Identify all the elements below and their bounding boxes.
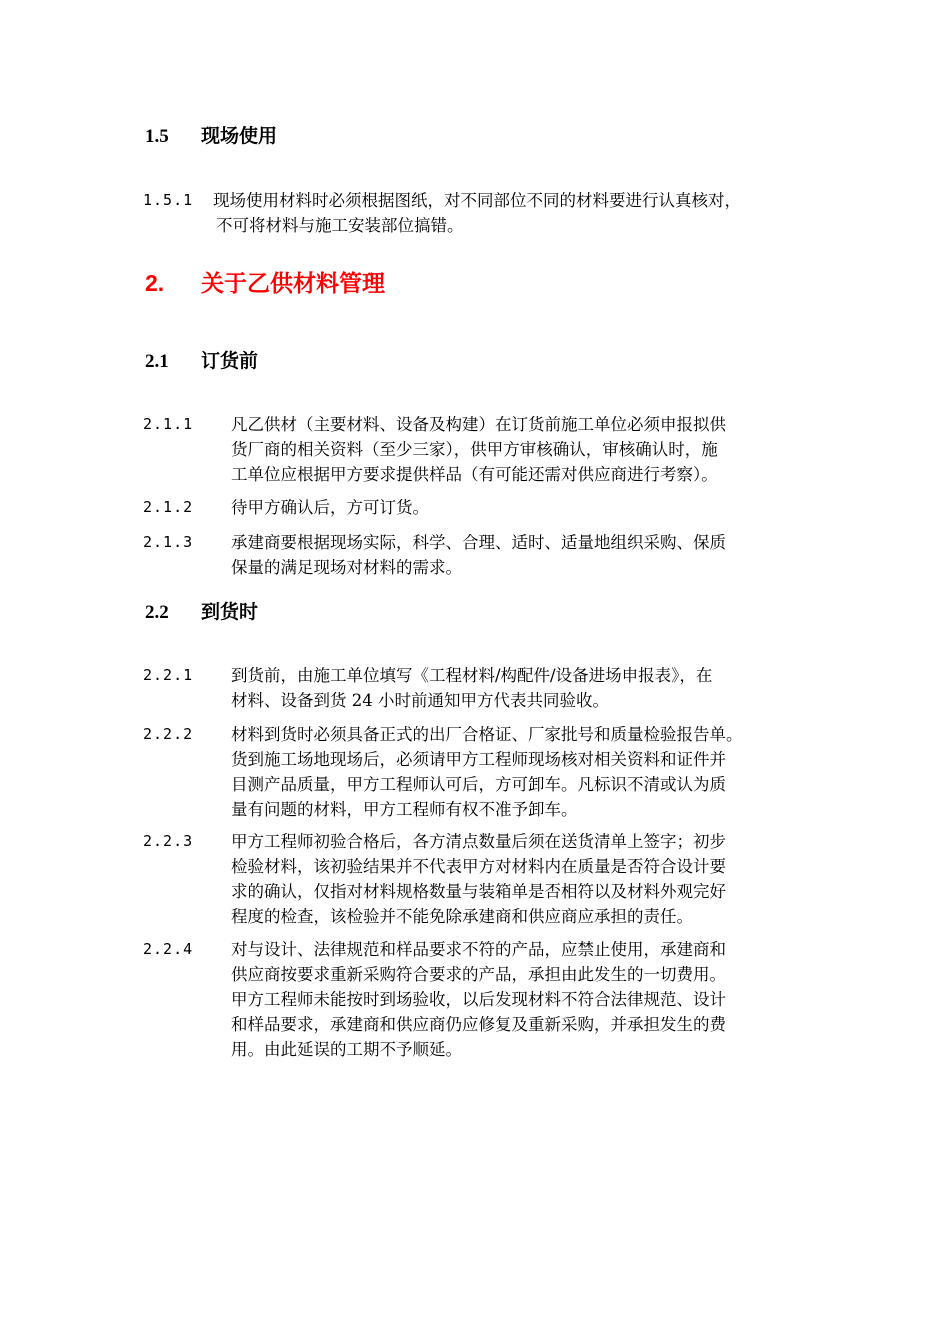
item-line: 到货前，由施工单位填写《工程材料/构配件/设备进场申报表》，在 xyxy=(231,666,713,685)
heading-title: 现场使用 xyxy=(201,125,278,147)
item-text xyxy=(231,412,811,487)
item-line: 甲方工程师初验合格后，各方清点数量后须在送货清单上签字；初步 xyxy=(231,832,726,851)
item-line: 程度的检查，该检验并不能免除承建商和供应商应承担的责任。 xyxy=(231,907,693,926)
item-line: 货到施工场地现场后，必须请甲方工程师现场核对相关资料和证件并 xyxy=(231,750,726,769)
item-text xyxy=(231,722,811,822)
item-number: 2.1.1 xyxy=(143,415,194,433)
item-number: 2.2.1 xyxy=(143,666,194,684)
item-line: 目测产品质量，甲方工程师认可后，方可卸车。凡标识不清或认为质 xyxy=(231,775,726,794)
item-text xyxy=(231,530,811,580)
item-text xyxy=(231,937,811,1062)
item-number: 2.2.3 xyxy=(143,832,194,850)
item-line: 甲方工程师未能按时到场验收，以后发现材料不符合法律规范、设计 xyxy=(231,990,726,1009)
heading-number: 2.1 xyxy=(145,351,169,372)
heading-number: 2.2 xyxy=(145,602,169,623)
item-line: 凡乙供材（主要材料、设备及构建）在订货前施工单位必须申报拟供 xyxy=(231,415,726,434)
heading-title: 关于乙供材料管理 xyxy=(201,271,385,297)
item-line: 现场使用材料时必须根据图纸，对不同部位不同的材料要进行认真核对， xyxy=(213,191,741,210)
heading-2-2 xyxy=(145,600,258,625)
item-number: 2.1.3 xyxy=(143,533,194,551)
item-line: 保量的满足现场对材料的需求。 xyxy=(231,558,462,577)
item-text xyxy=(231,495,811,520)
item-line: 检验材料，该初验结果并不代表甲方对材料内在质量是否符合设计要 xyxy=(231,857,726,876)
item-number: 2.2.4 xyxy=(143,940,194,958)
heading-title: 订货前 xyxy=(201,350,259,372)
item-number: 2.1.2 xyxy=(143,498,194,516)
item-line: 材料到货时必须具备正式的出厂合格证、厂家批号和质量检验报告单。 xyxy=(231,725,743,744)
item-line: 供应商按要求重新采购符合要求的产品，承担由此发生的一切费用。 xyxy=(231,965,726,984)
item-number: 2.2.2 xyxy=(143,725,194,743)
heading-1-5 xyxy=(145,124,277,149)
item-line: 不可将材料与施工安装部位搞错。 xyxy=(216,216,464,235)
heading-2-1 xyxy=(145,349,258,374)
heading-number: 2. xyxy=(145,270,165,296)
heading-title: 到货时 xyxy=(201,601,259,623)
item-line: 工单位应根据甲方要求提供样品（有可能还需对供应商进行考察）。 xyxy=(231,465,718,484)
item-line: 对与设计、法律规范和样品要求不符的产品，应禁止使用，承建商和 xyxy=(231,940,726,959)
item-text xyxy=(231,663,811,713)
item-line: 和样品要求，承建商和供应商仍应修复及重新采购，并承担发生的费 xyxy=(231,1015,726,1034)
item-line: 材料、设备到货 24 小时前通知甲方代表共同验收。 xyxy=(231,691,609,710)
heading-number: 1.5 xyxy=(145,126,169,147)
item-line: 承建商要根据现场实际，科学、合理、适时、适量地组织采购、保质 xyxy=(231,533,726,552)
item-line: 待甲方确认后，方可订货。 xyxy=(231,498,429,517)
item-line: 货厂商的相关资料（至少三家），供甲方审核确认，审核确认时，施 xyxy=(231,440,718,459)
item-number: 1.5.1 xyxy=(143,191,194,209)
item-text xyxy=(231,829,811,929)
item-line: 求的确认，仅指对材料规格数量与装箱单是否相符以及材料外观完好 xyxy=(231,882,726,901)
item-line: 量有问题的材料，甲方工程师有权不准予卸车。 xyxy=(231,800,578,819)
item-text xyxy=(213,188,793,238)
item-line: 用。由此延误的工期不予顺延。 xyxy=(231,1040,462,1059)
heading-2 xyxy=(145,268,385,299)
